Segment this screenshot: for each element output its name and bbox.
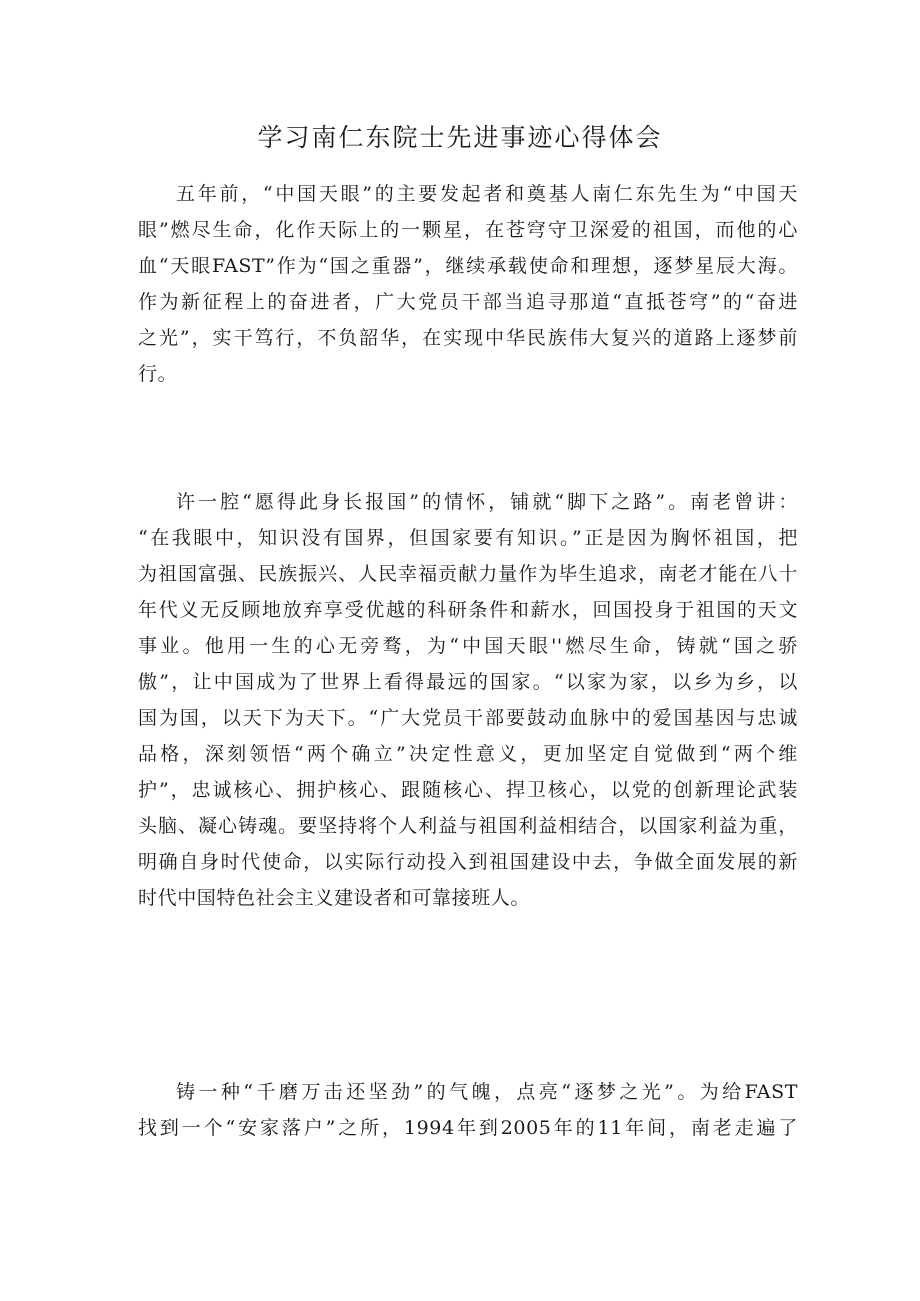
paragraph-line: 之光”，实干笃行，不负韶华，在实现中华民族伟大复兴的道路上逐梦前 [138, 327, 798, 349]
paragraph-line: 国为国，以天下为天下。“广大党员干部要鼓动血脉中的爱国基因与忠诚 [138, 707, 798, 729]
paragraph-line: 血“天眼FAST”作为“国之重器”，继续承载使命和理想，逐梦星辰大海。 [138, 255, 798, 277]
paragraph-line: 行。 [138, 363, 178, 385]
paragraph-1 [138, 176, 798, 392]
paragraph-line: 明确自身时代使命，以实际行动投入到祖国建设中去，争做全面发展的新 [138, 851, 798, 873]
paragraph-line: 事业。他用一生的心无旁骛，为“中国天眼''燃尽生命，铸就“国之骄 [138, 635, 798, 657]
paragraph-line: 头脑、凝心铸魂。要坚持将个人利益与祖国利益相结合，以国家利益为重， [138, 815, 798, 837]
paragraph-line: 傲”，让中国成为了世界上看得最远的国家。“以家为家，以乡为乡，以 [138, 671, 798, 693]
paragraph-line: 时代中国特色社会主义建设者和可靠接班人。 [138, 887, 531, 909]
paragraph-line: 五年前，“中国天眼”的主要发起者和奠基人南仁东先生为“中国天 [176, 183, 798, 205]
paragraph-2 [138, 484, 798, 916]
paragraph-line: 为祖国富强、民族振兴、人民幸福贡献力量作为毕生追求，南老才能在八十 [138, 563, 798, 585]
paragraph-line: 找到一个“安家落户”之所，1994年到2005年的11年间，南老走遍了 [138, 1117, 798, 1139]
paragraph-line: 眼”燃尽生命，化作天际上的一颗星，在苍穹守卫深爱的祖国，而他的心 [138, 219, 798, 241]
document-title: 学习南仁东院士先进事迹心得体会 [257, 123, 663, 152]
paragraph-line: “在我眼中，知识没有国界，但国家要有知识。”正是因为胸怀祖国，把 [138, 527, 798, 549]
paragraph-line: 护”，忠诚核心、拥护核心、跟随核心、捍卫核心，以党的创新理论武装 [138, 779, 798, 801]
paragraph-line: 年代义无反顾地放弃享受优越的科研条件和薪水，回国投身于祖国的天文 [138, 599, 798, 621]
paragraph-line: 品格，深刻领悟“两个确立”决定性意义，更加坚定自觉做到“两个维 [138, 743, 798, 765]
paragraph-line: 铸一种“千磨万击还坚劲”的气魄，点亮“逐梦之光”。为给FAST [176, 1081, 798, 1103]
paragraph-3 [138, 1074, 798, 1146]
paragraph-line: 许一腔“愿得此身长报国”的情怀，铺就“脚下之路”。南老曾讲： [176, 491, 798, 513]
paragraph-line: 作为新征程上的奋进者，广大党员干部当追寻那道“直抵苍穹”的“奋进 [138, 291, 798, 313]
